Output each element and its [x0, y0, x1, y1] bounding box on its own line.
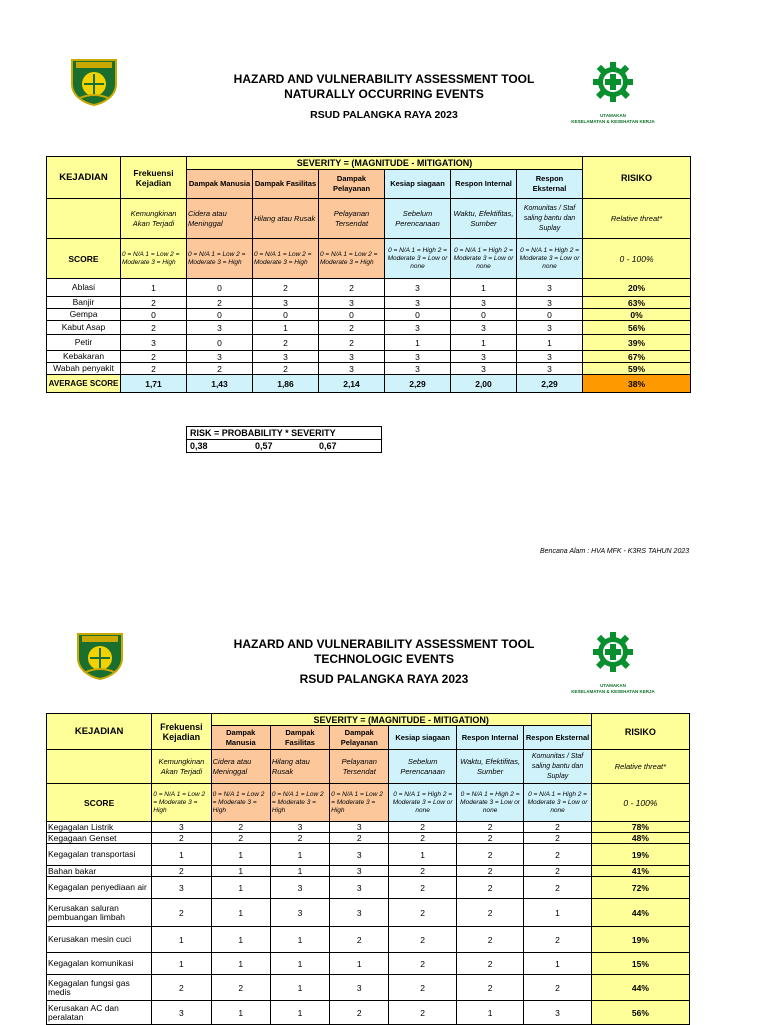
table-row	[47, 335, 691, 351]
row-score-cell: 3	[152, 822, 211, 833]
row-score-cell: 2	[319, 335, 385, 351]
severity-header-2: SEVERITY = (MAGNITUDE - MITIGATION)	[211, 714, 591, 726]
desc-manusia: Cidera atau Meninggal	[187, 199, 253, 239]
row-score-cell: 3	[187, 321, 253, 335]
avg-pelayanan: 2,14	[319, 375, 385, 393]
scale2-respon-eksternal: 0 = N/A 1 = High 2 = Moderate 3 = Low or none	[524, 784, 591, 822]
table-row	[47, 822, 690, 833]
row-score-cell: 3	[517, 351, 583, 363]
desc-risiko: Relative threat*	[583, 199, 691, 239]
frekuensi-header-2: Frekuensi Kejadian	[152, 714, 211, 750]
risk-formula: RISK = PROBABILITY * SEVERITY	[187, 427, 382, 440]
row-score-cell: 1	[330, 953, 389, 975]
row-score-cell: 3	[330, 866, 389, 877]
row-score-cell: 2	[330, 833, 389, 844]
row-score-cell: 2	[330, 927, 389, 953]
col-dampak-manusia: Dampak Manusia	[187, 170, 253, 199]
table-row	[47, 297, 691, 309]
table-row	[47, 866, 690, 877]
row-score-cell: 2	[187, 297, 253, 309]
row-score-cell: 2	[456, 927, 523, 953]
row-risk-percent: 56%	[591, 1001, 689, 1025]
desc-frekuensi: Kemungkinan Akan Terjadi	[121, 199, 187, 239]
row-score-cell: 2	[121, 297, 187, 309]
col-dampak-fasilitas: Dampak Fasilitas	[253, 170, 319, 199]
row-score-cell: 1	[211, 1001, 270, 1025]
row-score-cell: 0	[121, 309, 187, 321]
row-event-name: Petir	[47, 335, 121, 351]
row-score-cell: 3	[330, 844, 389, 866]
scale-pelayanan: 0 = N/A 1 = Low 2 = Moderate 3 = High	[319, 239, 385, 279]
gear-cross-icon-2	[591, 628, 635, 678]
avg-respon-internal: 2,00	[451, 375, 517, 393]
table-row	[47, 975, 690, 1001]
col2-respon-eksternal: Respon Eksternal	[524, 726, 591, 750]
row-score-cell: 1	[270, 927, 329, 953]
table-row	[47, 953, 690, 975]
row-event-name: Wabah penyakit	[47, 363, 121, 375]
row-score-cell: 0	[451, 309, 517, 321]
row-score-cell: 2	[389, 1001, 456, 1025]
row-score-cell: 1	[524, 953, 591, 975]
row-score-cell: 1	[270, 953, 329, 975]
row-score-cell: 3	[253, 351, 319, 363]
row-score-cell: 1	[451, 335, 517, 351]
row-risk-percent: 44%	[591, 975, 689, 1001]
row-risk-percent: 19%	[591, 927, 689, 953]
table-row	[47, 279, 691, 297]
scale-manusia: 0 = N/A 1 = Low 2 = Moderate 3 = High	[187, 239, 253, 279]
row-score-cell: 0	[253, 309, 319, 321]
desc2-risiko: Relative threat*	[591, 750, 689, 784]
table-row	[47, 877, 690, 899]
row-event-name: Kerusakan AC dan peralatan	[47, 1001, 152, 1025]
row-score-cell: 3	[524, 1001, 591, 1025]
risk-value-2: 0,57	[252, 440, 316, 453]
row-event-name: Kerusakan saluran pembuangan limbah	[47, 899, 152, 927]
desc2-kesiapsiagaan: Sebelum Perencanaan	[389, 750, 456, 784]
kejadian-header: KEJADIAN	[47, 157, 121, 199]
row-score-cell: 2	[270, 833, 329, 844]
table-row	[47, 833, 690, 844]
row-score-cell: 3	[385, 351, 451, 363]
row-score-cell: 1	[517, 335, 583, 351]
k3-logo-text1: UTAMAKAN	[600, 113, 626, 118]
scale2-respon-internal: 0 = N/A 1 = High 2 = Moderate 3 = Low or none	[456, 784, 523, 822]
desc2-respon-internal: Waktu, Efektifitas, Sumber	[456, 750, 523, 784]
avg-respon-eksternal: 2,29	[517, 375, 583, 393]
row-score-cell: 2	[389, 975, 456, 1001]
row-score-cell: 3	[270, 877, 329, 899]
col-respon-eksternal: Respon Eksternal	[517, 170, 583, 199]
row-score-cell: 3	[187, 351, 253, 363]
row-score-cell: 1	[456, 1001, 523, 1025]
row-score-cell: 1	[385, 335, 451, 351]
row-score-cell: 1	[121, 279, 187, 297]
row-event-name: Kabut Asap	[47, 321, 121, 335]
avg-risiko: 38%	[583, 375, 691, 393]
risk-formula-table	[186, 426, 382, 453]
row-score-cell: 1	[211, 927, 270, 953]
row-score-cell: 1	[389, 844, 456, 866]
row-score-cell: 1	[152, 953, 211, 975]
row-score-cell: 2	[456, 877, 523, 899]
col-respon-internal: Respon Internal	[451, 170, 517, 199]
row-risk-percent: 39%	[583, 335, 691, 351]
row-score-cell: 2	[253, 335, 319, 351]
row-score-cell: 3	[152, 877, 211, 899]
row-score-cell: 2	[524, 844, 591, 866]
row-event-name: Kegagalan Listrik	[47, 822, 152, 833]
row-score-cell: 2	[319, 321, 385, 335]
row-score-cell: 3	[517, 279, 583, 297]
row-score-cell: 2	[152, 866, 211, 877]
risk-range: 0 - 100%	[583, 239, 691, 279]
row-event-name: Kebakaran	[47, 351, 121, 363]
desc2-frekuensi: Kemungkinan Akan Terjadi	[152, 750, 211, 784]
table-row	[47, 927, 690, 953]
row-score-cell: 2	[389, 877, 456, 899]
col-dampak-pelayanan: Dampak Pelayanan	[319, 170, 385, 199]
average-label: AVERAGE SCORE	[47, 375, 121, 393]
row-score-cell: 0	[319, 309, 385, 321]
row-score-cell: 3	[385, 321, 451, 335]
score-label-2: SCORE	[47, 784, 152, 822]
row-score-cell: 2	[211, 833, 270, 844]
row-score-cell: 2	[524, 833, 591, 844]
table-row	[47, 321, 691, 335]
row-event-name: Banjir	[47, 297, 121, 309]
row-score-cell: 2	[121, 351, 187, 363]
row-score-cell: 2	[211, 822, 270, 833]
row-score-cell: 1	[211, 844, 270, 866]
row-event-name: Kegagalan fungsi gas medis	[47, 975, 152, 1001]
row-risk-percent: 72%	[591, 877, 689, 899]
row-score-cell: 3	[121, 335, 187, 351]
scale2-pelayanan: 0 = N/A 1 = Low 2 = Moderate 3 = High	[330, 784, 389, 822]
row-score-cell: 2	[389, 899, 456, 927]
row-score-cell: 3	[517, 321, 583, 335]
row-score-cell: 3	[385, 297, 451, 309]
row-score-cell: 3	[330, 899, 389, 927]
row-score-cell: 2	[152, 833, 211, 844]
row-score-cell: 3	[253, 297, 319, 309]
risk-value-3: 0,67	[316, 440, 381, 453]
row-score-cell: 1	[270, 975, 329, 1001]
row-event-name: Kegagalan komunikasi	[47, 953, 152, 975]
row-score-cell: 2	[524, 975, 591, 1001]
row-event-name: Kegagaan Genset	[47, 833, 152, 844]
scale2-manusia: 0 = N/A 1 = Low 2 = Moderate 3 = High	[211, 784, 270, 822]
row-score-cell: 3	[319, 351, 385, 363]
k3-logo	[548, 58, 678, 125]
row-score-cell: 2	[524, 822, 591, 833]
row-risk-percent: 63%	[583, 297, 691, 309]
desc2-respon-eksternal: Komunitas / Staf saling bantu dan Suplay	[524, 750, 591, 784]
col-kesiapsiagaan: Kesiap siagaan	[385, 170, 451, 199]
row-risk-percent: 15%	[591, 953, 689, 975]
row-risk-percent: 78%	[591, 822, 689, 833]
k3-logo-2	[548, 628, 678, 695]
row-score-cell: 1	[152, 844, 211, 866]
row-event-name: Ablasi	[47, 279, 121, 297]
row-score-cell: 2	[389, 866, 456, 877]
section2-title: HAZARD AND VULNERABILITY ASSESSMENT TOOL	[233, 637, 535, 651]
row-score-cell: 3	[517, 363, 583, 375]
row-score-cell: 3	[517, 297, 583, 309]
row-risk-percent: 0%	[583, 309, 691, 321]
row-score-cell: 1	[524, 899, 591, 927]
table-row	[47, 309, 691, 321]
row-score-cell: 1	[270, 1001, 329, 1025]
row-score-cell: 2	[121, 363, 187, 375]
row-risk-percent: 59%	[583, 363, 691, 375]
row-score-cell: 3	[319, 297, 385, 309]
row-score-cell: 3	[330, 877, 389, 899]
row-score-cell: 2	[524, 927, 591, 953]
row-score-cell: 3	[270, 899, 329, 927]
row-score-cell: 3	[385, 279, 451, 297]
row-score-cell: 2	[152, 975, 211, 1001]
col2-dampak-pelayanan: Dampak Pelayanan	[330, 726, 389, 750]
row-score-cell: 0	[187, 335, 253, 351]
row-score-cell: 1	[211, 866, 270, 877]
row-score-cell: 2	[121, 321, 187, 335]
k3-logo2-text2: KESELAMATAN & KESEHATAN KERJA	[571, 689, 655, 694]
severity-header: SEVERITY = (MAGNITUDE - MITIGATION)	[187, 157, 583, 170]
k3-logo-text2: KESELAMATAN & KESEHATAN KERJA	[571, 119, 655, 124]
row-score-cell: 1	[211, 877, 270, 899]
scale-respon-internal: 0 = N/A 1 = High 2 = Moderate 3 = Low or none	[451, 239, 517, 279]
risk-value-1: 0,38	[187, 440, 252, 453]
row-score-cell: 0	[187, 309, 253, 321]
row-score-cell: 1	[270, 866, 329, 877]
row-score-cell: 2	[253, 279, 319, 297]
risk-range-2: 0 - 100%	[591, 784, 689, 822]
desc2-pelayanan: Pelayanan Tersendat	[330, 750, 389, 784]
row-score-cell: 1	[270, 844, 329, 866]
scale-respon-eksternal: 0 = N/A 1 = High 2 = Moderate 3 = Low or none	[517, 239, 583, 279]
row-score-cell: 1	[211, 899, 270, 927]
avg-fasilitas: 1,86	[253, 375, 319, 393]
table-row	[47, 844, 690, 866]
desc-kesiapsiagaan: Sebelum Perencanaan	[385, 199, 451, 239]
row-score-cell: 1	[211, 953, 270, 975]
scale-kesiapsiagaan: 0 = N/A 1 = High 2 = Moderate 3 = Low or none	[385, 239, 451, 279]
gear-cross-icon	[591, 58, 635, 108]
avg-frekuensi: 1,71	[121, 375, 187, 393]
row-score-cell: 3	[385, 363, 451, 375]
section1-subtitle: NATURALLY OCCURRING EVENTS	[284, 87, 484, 101]
row-risk-percent: 20%	[583, 279, 691, 297]
row-event-name: Bahan bakar	[47, 866, 152, 877]
row-risk-percent: 44%	[591, 899, 689, 927]
row-score-cell: 3	[270, 822, 329, 833]
row-score-cell: 3	[451, 351, 517, 363]
scale2-fasilitas: 0 = N/A 1 = Low 2 = Moderate 3 = High	[270, 784, 329, 822]
row-score-cell: 2	[152, 899, 211, 927]
col2-kesiapsiagaan: Kesiap siagaan	[389, 726, 456, 750]
table-row	[47, 899, 690, 927]
row-score-cell: 2	[456, 822, 523, 833]
row-score-cell: 1	[152, 927, 211, 953]
row-score-cell: 2	[211, 975, 270, 1001]
footer-note: Bencana Alam : HVA MFK - K3RS TAHUN 2023	[540, 548, 690, 555]
section2-subtitle: TECHNOLOGIC EVENTS	[313, 652, 454, 666]
row-score-cell: 2	[456, 899, 523, 927]
row-score-cell: 2	[389, 822, 456, 833]
desc-respon-internal: Waktu, Efektifitas, Sumber	[451, 199, 517, 239]
row-score-cell: 3	[451, 321, 517, 335]
row-event-name: Gempa	[47, 309, 121, 321]
col2-dampak-fasilitas: Dampak Fasilitas	[270, 726, 329, 750]
row-score-cell: 2	[524, 877, 591, 899]
scale-fasilitas: 0 = N/A 1 = Low 2 = Moderate 3 = High	[253, 239, 319, 279]
row-score-cell: 0	[517, 309, 583, 321]
scale2-kesiapsiagaan: 0 = N/A 1 = High 2 = Moderate 3 = Low or none	[389, 784, 456, 822]
desc-pelayanan: Pelayanan Tersendat	[319, 199, 385, 239]
technologic-events-table	[46, 713, 690, 1025]
table-row	[47, 363, 691, 375]
row-score-cell: 3	[330, 822, 389, 833]
natural-events-table	[46, 156, 691, 393]
row-score-cell: 3	[330, 975, 389, 1001]
row-score-cell: 3	[451, 297, 517, 309]
k3-logo2-text1: UTAMAKAN	[600, 683, 626, 688]
col2-respon-internal: Respon Internal	[456, 726, 523, 750]
row-risk-percent: 56%	[583, 321, 691, 335]
scale2-frekuensi: 0 = N/A 1 = Low 2 = Moderate 3 = High	[152, 784, 211, 822]
row-score-cell: 2	[456, 866, 523, 877]
score-label: SCORE	[47, 239, 121, 279]
avg-manusia: 1,43	[187, 375, 253, 393]
row-score-cell: 2	[319, 279, 385, 297]
desc2-fasilitas: Hilang atau Rusak	[270, 750, 329, 784]
col2-dampak-manusia: Dampak Manusia	[211, 726, 270, 750]
row-score-cell: 2	[330, 1001, 389, 1025]
row-score-cell: 2	[187, 363, 253, 375]
row-score-cell: 1	[253, 321, 319, 335]
row-event-name: Kegagalan penyediaan air	[47, 877, 152, 899]
technologic-rows	[47, 822, 690, 1025]
row-score-cell: 2	[456, 833, 523, 844]
row-event-name: Kerusakan mesin cuci	[47, 927, 152, 953]
scale-frekuensi: 0 = N/A 1 = Low 2 = Moderate 3 = High	[121, 239, 187, 279]
row-event-name: Kegagalan transportasi	[47, 844, 152, 866]
desc-respon-eksternal: Komunitas / Staf saling bantu dan Suplay	[517, 199, 583, 239]
kejadian-header-2: KEJADIAN	[47, 714, 152, 750]
table-row	[47, 1001, 690, 1025]
row-risk-percent: 48%	[591, 833, 689, 844]
natural-rows	[47, 279, 691, 375]
row-score-cell: 0	[187, 279, 253, 297]
row-score-cell: 1	[451, 279, 517, 297]
row-risk-percent: 67%	[583, 351, 691, 363]
section1-hospital: RSUD PALANGKA RAYA 2023	[310, 109, 458, 121]
row-risk-percent: 19%	[591, 844, 689, 866]
risiko-header: RISIKO	[583, 157, 691, 199]
desc2-manusia: Cidera atau Meninggal	[211, 750, 270, 784]
row-score-cell: 2	[389, 927, 456, 953]
row-score-cell: 3	[152, 1001, 211, 1025]
row-risk-percent: 41%	[591, 866, 689, 877]
row-score-cell: 2	[389, 833, 456, 844]
row-score-cell: 2	[524, 866, 591, 877]
row-score-cell: 2	[253, 363, 319, 375]
section2-hospital: RSUD PALANGKA RAYA 2023	[299, 672, 469, 686]
row-score-cell: 3	[451, 363, 517, 375]
row-score-cell: 2	[456, 953, 523, 975]
frekuensi-header: Frekuensi Kejadian	[121, 157, 187, 199]
row-score-cell: 3	[319, 363, 385, 375]
desc-fasilitas: Hilang atau Rusak	[253, 199, 319, 239]
row-score-cell: 2	[456, 844, 523, 866]
section1-title: HAZARD AND VULNERABILITY ASSESSMENT TOOL	[233, 72, 535, 86]
avg-kesiapsiagaan: 2,29	[385, 375, 451, 393]
row-score-cell: 2	[456, 975, 523, 1001]
table-row	[47, 351, 691, 363]
row-score-cell: 2	[389, 953, 456, 975]
row-score-cell: 0	[385, 309, 451, 321]
risiko-header-2: RISIKO	[591, 714, 689, 750]
